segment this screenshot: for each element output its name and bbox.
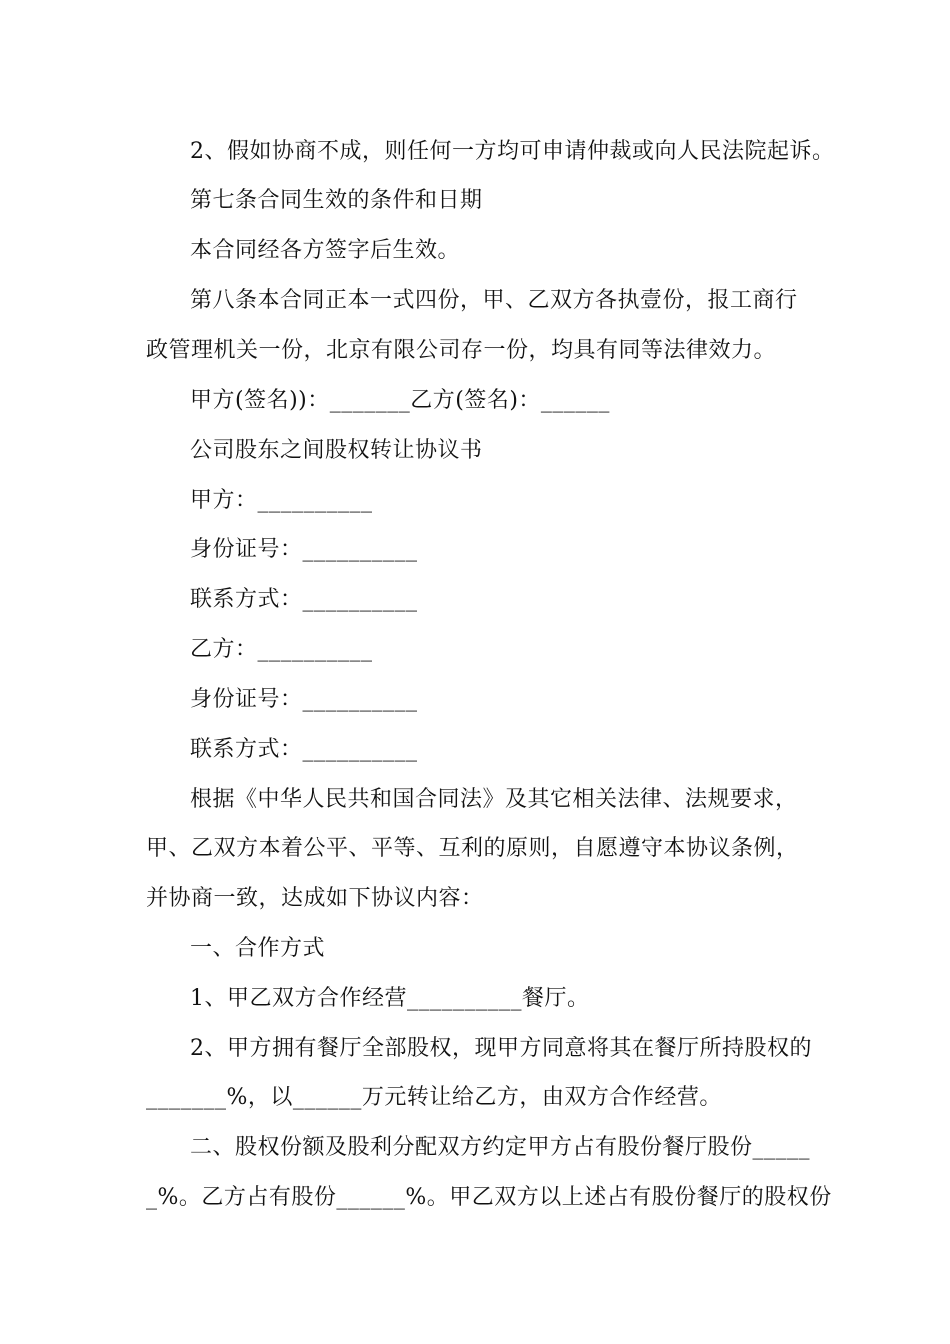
- clause-line: _______%，以______万元转让给乙方，由双方合作经营。: [146, 1085, 722, 1110]
- section-two-line-1: 二、股权份额及股利分配双方约定甲方占有股份餐厅股份_____: [190, 1135, 811, 1160]
- party-a-field: 甲方：__________: [190, 488, 373, 513]
- clause-line: 2、假如协商不成，则任何一方均可申请仲裁或向人民法院起诉。: [190, 139, 835, 164]
- party-a-contact-field: 联系方式：__________: [190, 587, 418, 612]
- clause-line: 2、甲方拥有餐厅全部股权，现甲方同意将其在餐厅所持股权的: [190, 1036, 812, 1061]
- article-seven-heading: 第七条合同生效的条件和日期: [190, 188, 483, 213]
- party-b-id-field: 身份证号：__________: [190, 687, 418, 712]
- article-eight-line-2: 政管理机关一份，北京有限公司存一份，均具有同等法律效力。: [146, 338, 777, 363]
- article-eight-line-1: 第八条本合同正本一式四份，甲、乙双方各执壹份，报工商行: [190, 288, 798, 313]
- clause-line: 本合同经各方签字后生效。: [190, 238, 461, 263]
- preamble-line-2: 甲、乙双方本着公平、平等、互利的原则，自愿遵守本协议条例，: [146, 836, 799, 861]
- agreement-title: 公司股东之间股权转让协议书: [190, 438, 483, 463]
- preamble-line-1: 根据《中华人民共和国合同法》及其它相关法律、法规要求，: [190, 787, 798, 812]
- section-one-heading: 一、合作方式: [190, 936, 326, 961]
- signature-line: 甲方(签名))：_______乙方(签名)：______: [190, 388, 610, 413]
- section-two-line-2: _%。乙方占有股份______%。甲乙双方以上述占有股份餐厅的股权份: [146, 1185, 832, 1210]
- party-b-field: 乙方：__________: [190, 637, 373, 662]
- preamble-line-3: 并协商一致，达成如下协议内容：: [146, 886, 484, 911]
- clause-line: 1、甲乙双方合作经营__________餐厅。: [190, 986, 590, 1011]
- party-a-id-field: 身份证号：__________: [190, 537, 418, 562]
- party-b-contact-field: 联系方式：__________: [190, 737, 418, 762]
